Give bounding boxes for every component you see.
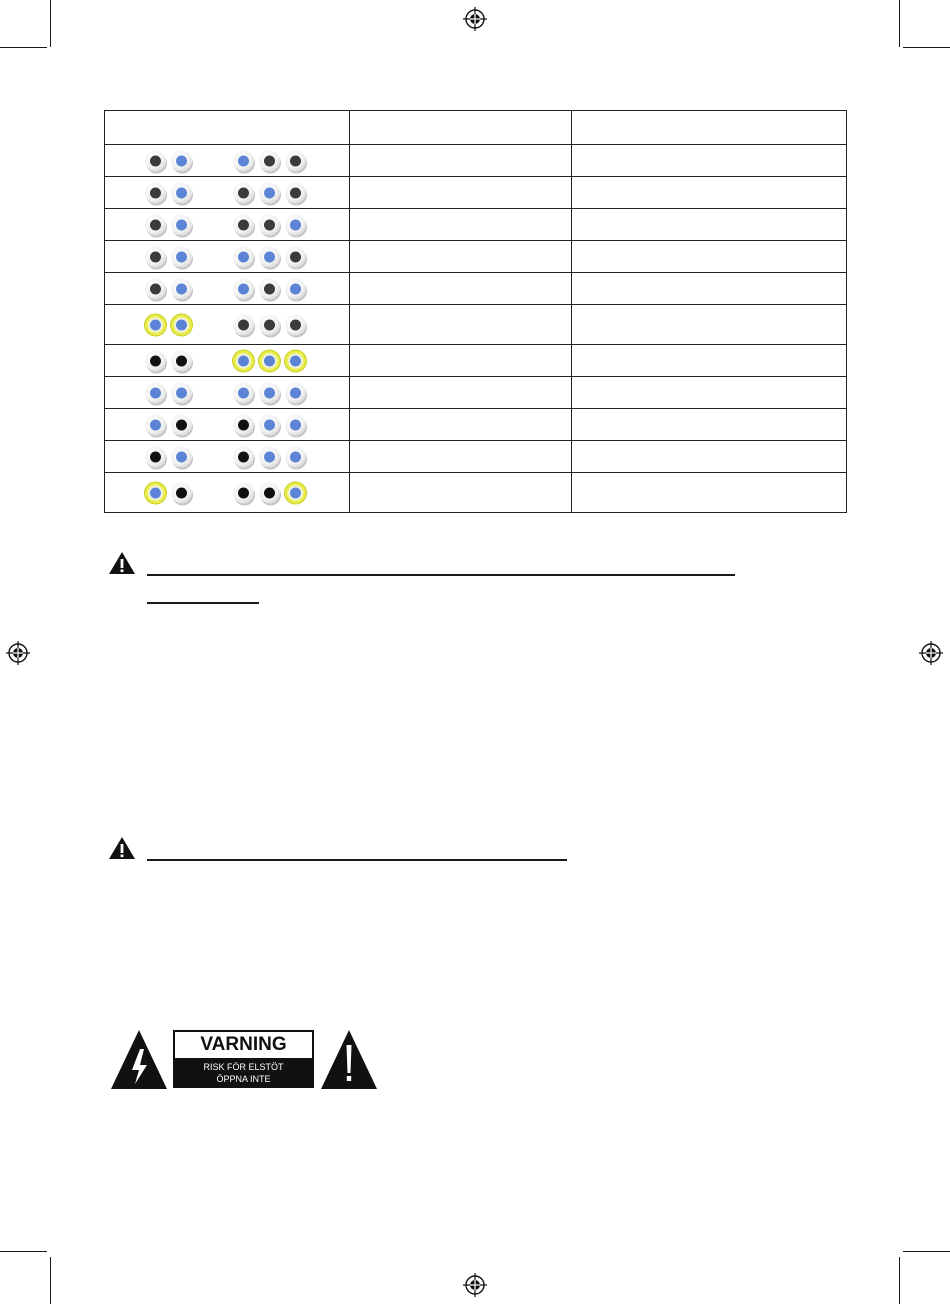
table-cell — [350, 209, 572, 241]
led-indicator-icon — [145, 382, 166, 403]
led-indicator-icon — [145, 214, 166, 235]
led-group-left — [145, 414, 197, 435]
led-group-left — [145, 214, 197, 235]
led-indicator-icon — [233, 446, 254, 467]
registration-mark-icon — [919, 641, 943, 665]
led-indicator-icon — [285, 350, 306, 371]
registration-mark-icon — [463, 1273, 487, 1297]
warning-triangle-icon — [108, 836, 136, 860]
led-indicator-icon — [145, 150, 166, 171]
led-indicator-icon — [171, 446, 192, 467]
led-group-left — [145, 350, 197, 371]
table-row — [105, 345, 847, 377]
led-group-right — [233, 350, 311, 371]
table-cell — [572, 441, 847, 473]
led-indicator-icon — [171, 382, 192, 403]
led-indicator-icon — [285, 278, 306, 299]
table-row — [105, 441, 847, 473]
led-indicator-icon — [233, 214, 254, 235]
table-row — [105, 177, 847, 209]
led-indicator-icon — [233, 246, 254, 267]
led-pattern-cell — [105, 145, 350, 177]
table-cell — [572, 305, 847, 345]
led-pattern-cell — [105, 273, 350, 305]
table-cell — [350, 377, 572, 409]
exclamation-triangle-icon — [320, 1029, 378, 1090]
led-indicator-icon — [259, 182, 280, 203]
table-cell — [572, 345, 847, 377]
table-cell — [572, 145, 847, 177]
led-group-right — [233, 150, 311, 171]
led-indicator-icon — [259, 350, 280, 371]
led-indicator-icon — [233, 150, 254, 171]
led-group-right — [233, 482, 311, 503]
warning-text-line — [147, 602, 259, 604]
table-cell — [572, 209, 847, 241]
led-indicator-icon — [285, 214, 306, 235]
header-cell — [105, 111, 350, 145]
table-row — [105, 241, 847, 273]
led-indicator-icon — [233, 382, 254, 403]
led-indicator-icon — [171, 246, 192, 267]
table-cell — [572, 473, 847, 513]
led-indicator-icon — [285, 382, 306, 403]
led-indicator-icon — [259, 150, 280, 171]
led-indicator-icon — [285, 482, 306, 503]
led-indicator-icon — [285, 182, 306, 203]
led-indicator-icon — [145, 350, 166, 371]
crop-mark — [0, 47, 47, 48]
registration-mark-icon — [463, 7, 487, 31]
led-indicator-icon — [145, 314, 166, 335]
led-pattern-cell — [105, 209, 350, 241]
led-indicator-icon — [259, 414, 280, 435]
led-status-table — [104, 110, 847, 513]
table-cell — [572, 241, 847, 273]
led-indicator-icon — [259, 482, 280, 503]
header-cell — [350, 111, 572, 145]
led-indicator-icon — [259, 214, 280, 235]
table-row — [105, 305, 847, 345]
led-indicator-icon — [171, 414, 192, 435]
led-indicator-icon — [285, 246, 306, 267]
led-indicator-icon — [285, 446, 306, 467]
led-group-left — [145, 246, 197, 267]
led-indicator-icon — [145, 278, 166, 299]
led-pattern-cell — [105, 441, 350, 473]
table-cell — [572, 177, 847, 209]
led-indicator-icon — [233, 314, 254, 335]
led-group-right — [233, 382, 311, 403]
varning-subtitle — [175, 1058, 312, 1088]
led-group-left — [145, 278, 197, 299]
led-pattern-cell — [105, 377, 350, 409]
table-cell — [350, 409, 572, 441]
led-group-right — [233, 314, 311, 335]
led-group-left — [145, 382, 197, 403]
led-group-right — [233, 446, 311, 467]
crop-mark — [903, 1251, 950, 1252]
warning-triangle-icon — [108, 551, 136, 575]
varning-title: VARNING — [200, 1034, 287, 1055]
crop-mark — [0, 1251, 47, 1252]
led-indicator-icon — [171, 278, 192, 299]
table-cell — [350, 473, 572, 513]
led-pattern-cell — [105, 473, 350, 513]
led-indicator-icon — [285, 314, 306, 335]
led-indicator-icon — [259, 382, 280, 403]
table-cell — [572, 377, 847, 409]
led-indicator-icon — [171, 482, 192, 503]
led-group-right — [233, 278, 311, 299]
table-cell — [572, 273, 847, 305]
led-indicator-icon — [171, 150, 192, 171]
led-indicator-icon — [233, 182, 254, 203]
table-cell — [350, 241, 572, 273]
varning-label — [173, 1030, 314, 1088]
led-indicator-icon — [145, 246, 166, 267]
led-indicator-icon — [171, 314, 192, 335]
led-group-right — [233, 214, 311, 235]
led-indicator-icon — [259, 314, 280, 335]
led-indicator-icon — [285, 414, 306, 435]
led-group-right — [233, 246, 311, 267]
led-indicator-icon — [233, 350, 254, 371]
crop-mark — [903, 47, 950, 48]
led-group-left — [145, 446, 197, 467]
led-indicator-icon — [233, 278, 254, 299]
led-indicator-icon — [171, 350, 192, 371]
led-indicator-icon — [233, 482, 254, 503]
table-cell — [350, 145, 572, 177]
led-pattern-cell — [105, 409, 350, 441]
table-row — [105, 377, 847, 409]
crop-mark — [899, 0, 900, 47]
table-cell — [350, 345, 572, 377]
led-indicator-icon — [259, 246, 280, 267]
led-indicator-icon — [145, 414, 166, 435]
led-indicator-icon — [145, 182, 166, 203]
led-group-right — [233, 414, 311, 435]
lightning-triangle-icon — [110, 1029, 168, 1090]
led-indicator-icon — [145, 446, 166, 467]
table-row — [105, 145, 847, 177]
table-row — [105, 209, 847, 241]
crop-mark — [50, 0, 51, 47]
led-pattern-cell — [105, 305, 350, 345]
varning-line-2: ÖPPNA INTE — [216, 1074, 271, 1084]
varning-line-1: RISK FÖR ELSTÖT — [203, 1062, 284, 1072]
led-group-left — [145, 482, 197, 503]
led-indicator-icon — [285, 150, 306, 171]
led-indicator-icon — [145, 482, 166, 503]
table-cell — [572, 409, 847, 441]
led-group-left — [145, 182, 197, 203]
table-row — [105, 409, 847, 441]
led-indicator-icon — [233, 414, 254, 435]
led-group-right — [233, 182, 311, 203]
warning-text-line — [147, 574, 735, 576]
led-pattern-cell — [105, 177, 350, 209]
registration-mark-icon — [6, 641, 30, 665]
led-pattern-cell — [105, 345, 350, 377]
led-indicator-icon — [171, 214, 192, 235]
crop-mark — [899, 1257, 900, 1304]
led-indicator-icon — [171, 182, 192, 203]
led-indicator-icon — [259, 278, 280, 299]
table-cell — [350, 305, 572, 345]
table-cell — [350, 177, 572, 209]
crop-mark — [50, 1257, 51, 1304]
header-cell — [572, 111, 847, 145]
table-cell — [350, 273, 572, 305]
table-header-row — [105, 111, 847, 145]
table-cell — [350, 441, 572, 473]
led-group-left — [145, 150, 197, 171]
warning-text-line — [147, 859, 567, 861]
table-row — [105, 273, 847, 305]
led-indicator-icon — [259, 446, 280, 467]
table-row — [105, 473, 847, 513]
led-group-left — [145, 314, 197, 335]
led-pattern-cell — [105, 241, 350, 273]
